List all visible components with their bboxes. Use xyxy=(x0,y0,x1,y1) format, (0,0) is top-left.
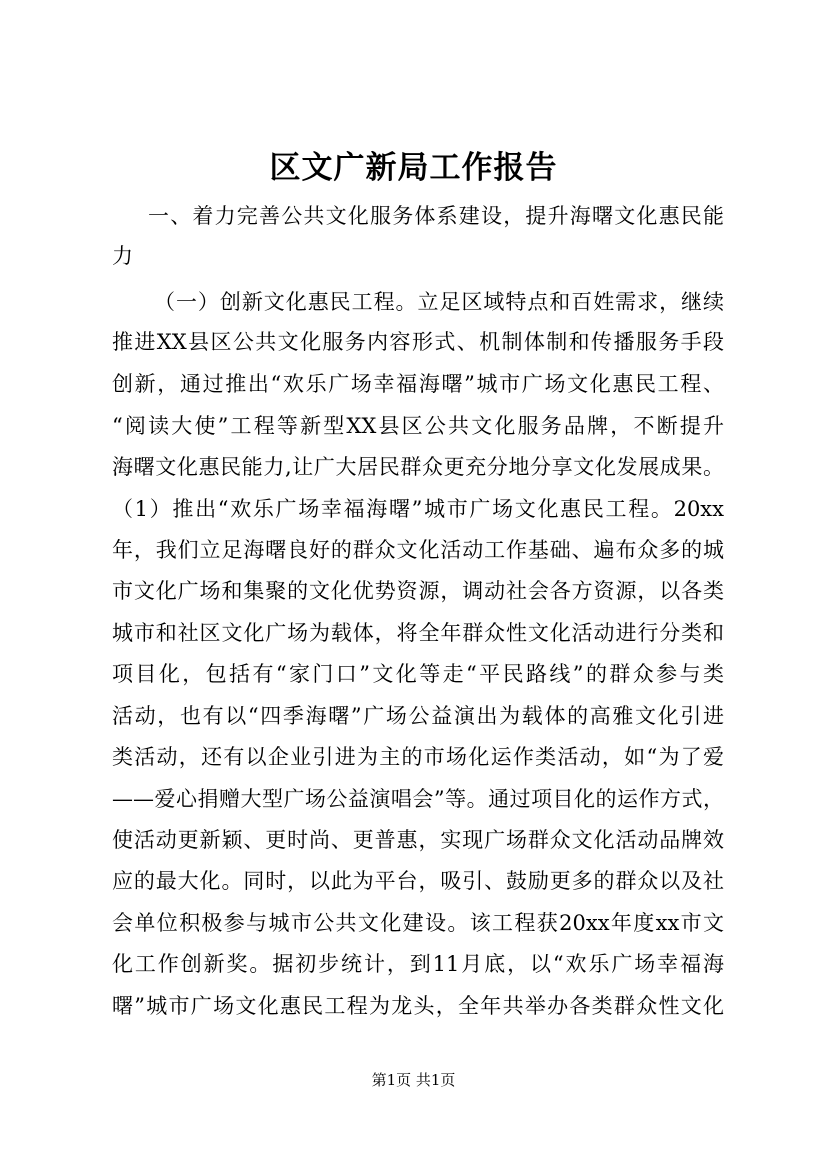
paragraph-line: ——爱心捐赠大型广场公益演唱会”等。通过项目化的运作方式， xyxy=(112,787,724,811)
paragraph-line: 市文化广场和集聚的文化优势资源，调动社会各方资源，以各类 xyxy=(112,579,724,603)
paragraph-line: “阅读大使”工程等新型XX县区公共文化服务品牌，不断提升 xyxy=(112,414,724,438)
paragraph-line: 力 xyxy=(112,244,133,268)
paragraph-line: 类活动，还有以企业引进为主的市场化运作类活动，如“为了爱 xyxy=(112,745,724,769)
paragraph-line: 活动，也有以“四季海曙”广场公益演出为载体的高雅文化引进 xyxy=(112,704,724,728)
paragraph-line: 推进XX县区公共文化服务内容形式、机制体制和传播服务手段 xyxy=(112,330,724,354)
paragraph-line: 曙”城市广场文化惠民工程为龙头，全年共举办各类群众性文化 xyxy=(112,994,724,1018)
paragraph-line: 会单位积极参与城市公共文化建设。该工程获20xx年度xx市文 xyxy=(112,911,724,935)
paragraph-line: 海曙文化惠民能力,让广大居民群众更充分地分享文化发展成果。 xyxy=(112,455,724,479)
paragraph-line: 年，我们立足海曙良好的群众文化活动工作基础、遍布众多的城 xyxy=(112,538,724,562)
paragraph-line: 一、着力完善公共文化服务体系建设，提升海曙文化惠民能 xyxy=(148,204,724,228)
paragraph-line: 化工作创新奖。据初步统计，到11月底，以“欢乐广场幸福海 xyxy=(112,952,724,976)
document-title: 区文广新局工作报告 xyxy=(269,150,558,186)
paragraph-line: 城市和社区文化广场为载体，将全年群众性文化活动进行分类和 xyxy=(112,621,724,645)
paragraph-line: （一）创新文化惠民工程。立足区域特点和百姓需求，继续 xyxy=(154,290,724,314)
page-footer: 第1页 共1页 xyxy=(371,1071,456,1089)
paragraph-line: 应的最大化。同时，以此为平台，吸引、鼓励更多的群众以及社 xyxy=(112,869,724,893)
paragraph-line: 项目化，包括有“家门口”文化等走“平民路线”的群众参与类 xyxy=(112,662,724,686)
paragraph-line: （1）推出“欢乐广场幸福海曙”城市广场文化惠民工程。20xx xyxy=(112,497,724,521)
paragraph-line: 使活动更新颖、更时尚、更普惠，实现广场群众文化活动品牌效 xyxy=(112,828,724,852)
paragraph-line: 创新，通过推出“欢乐广场幸福海曙”城市广场文化惠民工程、 xyxy=(112,372,724,396)
